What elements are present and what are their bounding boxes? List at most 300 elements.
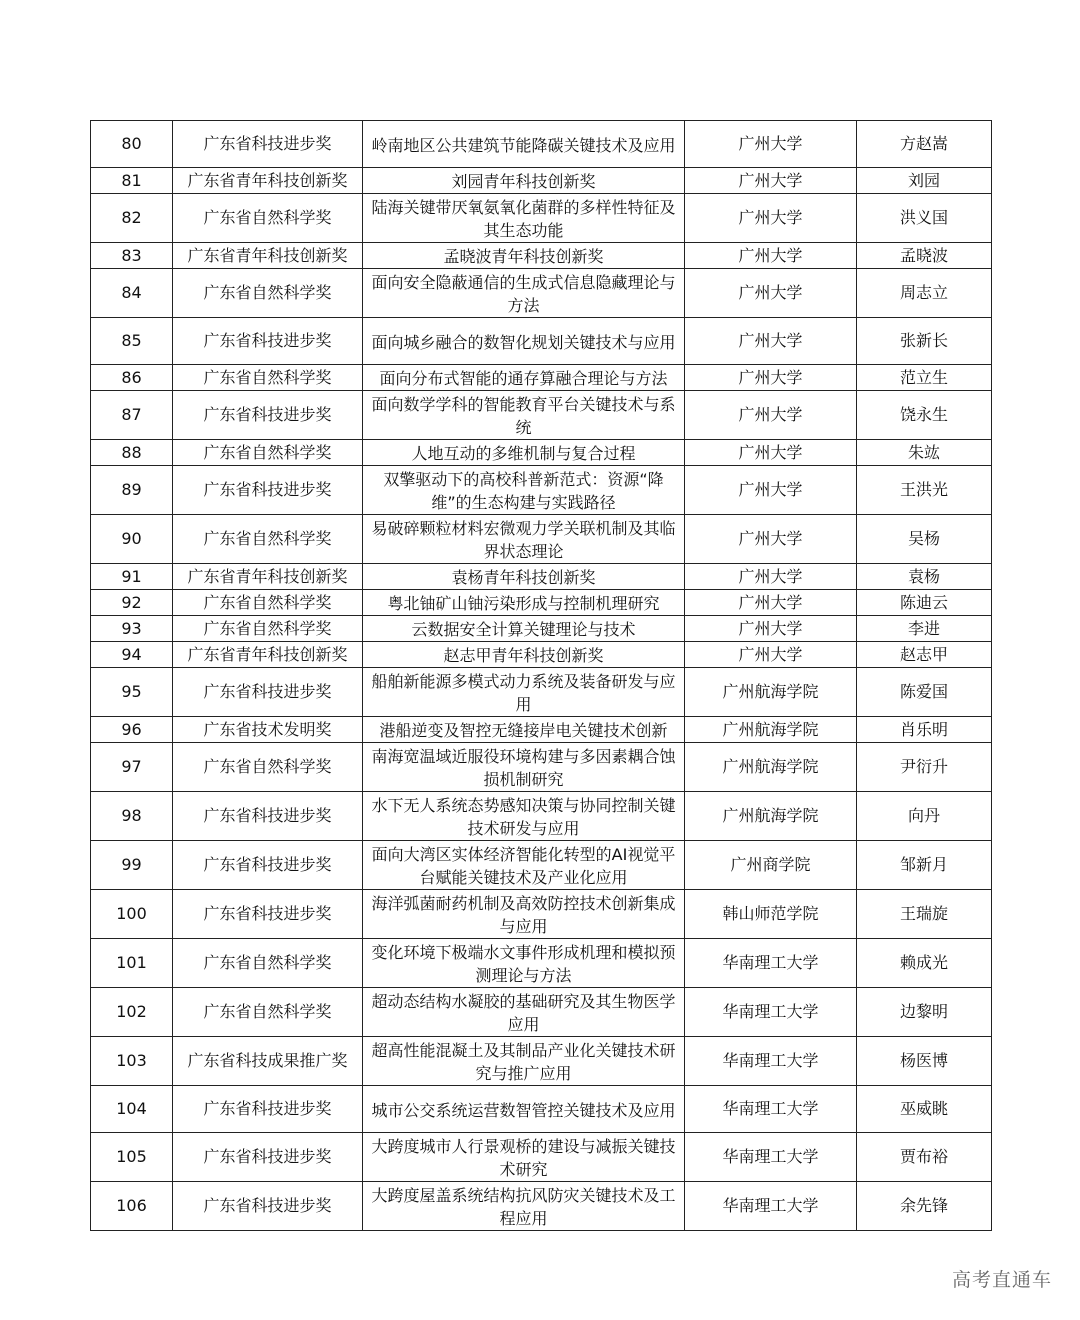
lead-person: 周志立 [899,283,948,302]
project-title-cell [363,590,685,616]
institution: 广州大学 [738,618,803,638]
table-row [91,642,992,668]
lead-person-cell [857,269,992,318]
project-title-cell [363,743,685,792]
lead-person-cell [857,717,992,743]
award-type-cell [173,743,363,792]
table-row [91,515,992,564]
table-row [91,743,992,792]
row-number-cell [91,642,173,668]
lead-person-cell [857,668,992,717]
institution-cell [685,890,857,939]
award-type-cell [173,440,363,466]
institution-cell [685,743,857,792]
table-row [91,1037,992,1086]
award-type: 广东省自然科学奖 [203,618,332,638]
project-title-cell [363,194,685,243]
award-type-cell [173,318,363,365]
project-title: 刘园青年科技创新奖 [451,172,596,191]
row-number-cell [91,564,173,590]
institution-cell [685,668,857,717]
award-type-cell [173,515,363,564]
institution-cell [685,616,857,642]
award-type-cell [173,1037,363,1086]
lead-person: 洪义国 [899,208,948,227]
row-number: 91 [121,566,142,586]
lead-person-cell [857,243,992,269]
lead-person: 余先锋 [899,1196,948,1215]
project-title-cell [363,939,685,988]
institution: 华南理工大学 [722,1196,819,1215]
row-number: 102 [116,1002,147,1021]
institution: 广州大学 [738,331,803,350]
project-title: 岭南地区公共建筑节能降碳关键技术及应用 [371,135,676,155]
row-number: 96 [121,719,142,739]
row-number: 98 [121,806,142,825]
project-title-cell [363,616,685,642]
project-title-cell [363,1133,685,1182]
row-number: 80 [121,134,142,153]
row-number: 88 [121,442,142,462]
row-number-cell [91,988,173,1037]
award-type-cell [173,1086,363,1133]
institution: 广州大学 [738,644,803,664]
project-title-cell [363,642,685,668]
institution-cell [685,841,857,890]
lead-person: 陈爱国 [899,682,948,701]
project-title: 变化环境下极端水文事件形成机理和模拟预测理论与方法 [371,943,676,985]
award-type: 广东省科技进步奖 [203,134,332,153]
award-type-cell [173,642,363,668]
award-type-cell [173,121,363,168]
institution: 广州大学 [738,170,803,190]
institution: 华南理工大学 [722,1051,819,1070]
institution: 华南理工大学 [722,953,819,972]
institution: 华南理工大学 [722,1147,819,1166]
award-type: 广东省自然科学奖 [203,953,332,972]
project-title: 袁杨青年科技创新奖 [451,568,596,587]
award-type: 广东省自然科学奖 [203,757,332,776]
institution: 广州航海学院 [722,682,819,701]
row-number: 105 [116,1147,147,1166]
table-row [91,792,992,841]
award-type-cell [173,792,363,841]
award-type: 广东省科技进步奖 [203,480,332,499]
table-row [91,988,992,1037]
institution: 韩山师范学院 [722,904,819,923]
project-title-cell [363,121,685,168]
lead-person-cell [857,1086,992,1133]
project-title: 面向城乡融合的数智化规划关键技术与应用 [371,332,676,352]
row-number-cell [91,194,173,243]
project-title-cell [363,717,685,743]
institution-cell [685,365,857,391]
award-type: 广东省科技成果推广奖 [187,1051,348,1070]
award-type: 广东省科技进步奖 [203,1196,332,1215]
row-number: 104 [116,1099,147,1118]
row-number-cell [91,841,173,890]
row-number: 101 [116,953,147,972]
row-number: 103 [116,1051,147,1070]
institution-cell [685,564,857,590]
project-title: 港船逆变及智控无缝接岸电关键技术创新 [379,721,668,740]
institution: 广州航海学院 [722,757,819,776]
award-type: 广东省自然科学奖 [203,367,332,387]
lead-person-cell [857,1182,992,1231]
project-title: 云数据安全计算关键理论与技术 [411,620,636,639]
award-type: 广东省科技进步奖 [203,1147,332,1166]
project-title: 面向大湾区实体经济智能化转型的AI视觉平台赋能关键技术及产业化应用 [371,845,676,887]
lead-person-cell [857,642,992,668]
award-type: 广东省自然科学奖 [203,529,332,548]
award-type-cell [173,616,363,642]
institution-cell [685,717,857,743]
lead-person: 袁杨 [907,566,940,586]
institution: 广州航海学院 [722,806,819,825]
project-title-cell [363,168,685,194]
project-title: 粤北铀矿山铀污染形成与控制机理研究 [387,594,660,613]
lead-person: 方赵嵩 [899,134,948,153]
lead-person: 赵志甲 [899,644,948,664]
table-row [91,616,992,642]
table-row [91,1133,992,1182]
award-type-cell [173,466,363,515]
institution-cell [685,391,857,440]
table-row [91,243,992,269]
project-title-cell [363,668,685,717]
lead-person: 向丹 [907,806,940,825]
institution-cell [685,318,857,365]
project-title: 大跨度屋盖系统结构抗风防灾关键技术及工程应用 [371,1186,676,1228]
award-type-cell [173,243,363,269]
lead-person: 饶永生 [899,405,948,424]
row-number: 97 [121,757,142,776]
table-row [91,890,992,939]
table-row [91,121,992,168]
lead-person: 王瑞旋 [899,904,948,923]
lead-person-cell [857,564,992,590]
row-number: 100 [116,904,147,923]
project-title-cell [363,792,685,841]
row-number-cell [91,1182,173,1231]
row-number: 93 [121,618,142,638]
institution-cell [685,1133,857,1182]
institution: 广州大学 [738,529,803,548]
institution: 广州大学 [738,405,803,424]
row-number-cell [91,1133,173,1182]
lead-person-cell [857,194,992,243]
award-type-cell [173,269,363,318]
project-title-cell [363,1086,685,1133]
lead-person: 李进 [907,618,940,638]
project-title: 面向分布式智能的通存算融合理论与方法 [379,369,668,388]
institution: 广州大学 [738,134,803,153]
table-row [91,168,992,194]
project-title-cell [363,515,685,564]
project-title: 城市公交系统运营数智管控关键技术及应用 [371,1100,676,1120]
institution: 广州大学 [738,367,803,387]
awards-table-body [91,121,992,1231]
project-title: 超动态结构水凝胶的基础研究及其生物医学应用 [371,992,676,1034]
institution-cell [685,243,857,269]
row-number-cell [91,668,173,717]
award-type: 广东省自然科学奖 [203,208,332,227]
institution-cell [685,194,857,243]
award-type: 广东省科技进步奖 [203,855,332,874]
row-number-cell [91,269,173,318]
table-row [91,939,992,988]
row-number-cell [91,743,173,792]
row-number-cell [91,121,173,168]
project-title: 双擎驱动下的高校科普新范式：资源“降维”的生态构建与实践路径 [383,470,664,512]
row-number-cell [91,243,173,269]
award-type-cell [173,1133,363,1182]
project-title-cell [363,365,685,391]
table-row [91,440,992,466]
row-number-cell [91,616,173,642]
lead-person-cell [857,841,992,890]
lead-person-cell [857,939,992,988]
lead-person-cell [857,391,992,440]
lead-person-cell [857,792,992,841]
award-type: 广东省科技进步奖 [203,331,332,350]
project-title-cell [363,243,685,269]
lead-person: 巫威眺 [899,1099,948,1118]
project-title-cell [363,391,685,440]
table-row [91,391,992,440]
project-title: 人地互动的多维机制与复合过程 [411,444,636,463]
lead-person-cell [857,616,992,642]
row-number-cell [91,318,173,365]
award-type: 广东省青年科技创新奖 [187,170,348,190]
award-type: 广东省自然科学奖 [203,283,332,302]
row-number-cell [91,1037,173,1086]
institution: 广州大学 [738,283,803,302]
row-number: 106 [116,1196,147,1215]
institution-cell [685,121,857,168]
project-title: 面向数学学科的智能教育平台关键技术与系统 [371,395,676,437]
row-number-cell [91,515,173,564]
row-number-cell [91,792,173,841]
lead-person-cell [857,515,992,564]
project-title: 面向安全隐蔽通信的生成式信息隐藏理论与方法 [371,273,676,315]
table-row [91,717,992,743]
institution-cell [685,168,857,194]
institution: 广州大学 [738,208,803,227]
row-number: 86 [121,367,142,387]
awards-table [90,120,992,1231]
award-type-cell [173,168,363,194]
project-title-cell [363,466,685,515]
lead-person-cell [857,890,992,939]
project-title-cell [363,890,685,939]
project-title: 孟晓波青年科技创新奖 [443,247,604,266]
project-title: 赵志甲青年科技创新奖 [443,646,604,665]
institution: 广州商学院 [730,855,811,874]
project-title-cell [363,440,685,466]
institution-cell [685,1086,857,1133]
institution: 广州大学 [738,442,803,462]
institution-cell [685,988,857,1037]
award-type: 广东省青年科技创新奖 [187,245,348,265]
award-type: 广东省科技进步奖 [203,806,332,825]
institution: 华南理工大学 [722,1002,819,1021]
institution-cell [685,939,857,988]
award-type: 广东省科技进步奖 [203,405,332,424]
lead-person-cell [857,466,992,515]
row-number: 87 [121,405,142,424]
lead-person-cell [857,168,992,194]
lead-person: 孟晓波 [899,245,948,265]
lead-person: 边黎明 [899,1002,948,1021]
project-title: 大跨度城市人行景观桥的建设与减振关键技术研究 [371,1137,676,1179]
institution-cell [685,269,857,318]
institution-cell [685,642,857,668]
row-number-cell [91,365,173,391]
watermark: 高考直通车 [951,1269,1052,1291]
project-title-cell [363,1182,685,1231]
lead-person: 赖成光 [899,953,948,972]
project-title: 陆海关键带厌氧氨氧化菌群的多样性特征及其生态功能 [371,198,676,240]
lead-person-cell [857,318,992,365]
row-number: 90 [121,529,142,548]
table-row [91,841,992,890]
row-number-cell [91,391,173,440]
table-row [91,1182,992,1231]
row-number: 92 [121,592,142,612]
table-row [91,365,992,391]
award-type: 广东省青年科技创新奖 [187,566,348,586]
institution: 广州航海学院 [722,719,819,739]
award-type-cell [173,365,363,391]
row-number: 83 [121,245,142,265]
row-number-cell [91,890,173,939]
lead-person-cell [857,590,992,616]
institution-cell [685,1037,857,1086]
lead-person-cell [857,743,992,792]
award-type: 广东省自然科学奖 [203,1002,332,1021]
project-title-cell [363,269,685,318]
lead-person: 贾布裕 [899,1147,948,1166]
table-row [91,564,992,590]
award-type-cell [173,391,363,440]
row-number-cell [91,717,173,743]
row-number: 82 [121,208,142,227]
project-title: 船舶新能源多模式动力系统及装备研发与应用 [371,672,676,714]
project-title: 超高性能混凝土及其制品产业化关键技术研究与推广应用 [371,1041,676,1083]
award-type: 广东省科技进步奖 [203,682,332,701]
institution-cell [685,792,857,841]
row-number: 94 [121,644,142,664]
project-title-cell [363,841,685,890]
row-number: 95 [121,682,142,701]
lead-person: 陈迪云 [899,592,948,612]
row-number-cell [91,440,173,466]
award-type-cell [173,841,363,890]
project-title: 南海宽温域近服役环境构建与多因素耦合蚀损机制研究 [371,747,676,789]
institution-cell [685,590,857,616]
project-title-cell [363,318,685,365]
institution: 广州大学 [738,592,803,612]
lead-person: 张新长 [899,331,948,350]
lead-person: 尹衍升 [899,757,948,776]
lead-person: 邹新月 [899,855,948,874]
award-type-cell [173,939,363,988]
institution-cell [685,1182,857,1231]
project-title: 水下无人系统态势感知决策与协同控制关键技术研发与应用 [371,796,676,838]
lead-person: 吴杨 [907,529,940,548]
table-row [91,194,992,243]
table-row [91,318,992,365]
institution: 华南理工大学 [722,1099,819,1118]
award-type-cell [173,194,363,243]
row-number: 99 [121,855,142,874]
lead-person: 肖乐明 [899,719,948,739]
institution: 广州大学 [738,245,803,265]
award-type: 广东省自然科学奖 [203,592,332,612]
institution: 广州大学 [738,480,803,499]
row-number-cell [91,590,173,616]
institution-cell [685,440,857,466]
table-row [91,590,992,616]
row-number-cell [91,168,173,194]
row-number-cell [91,1086,173,1133]
project-title-cell [363,988,685,1037]
project-title: 易破碎颗粒材料宏微观力学关联机制及其临界状态理论 [371,519,676,561]
lead-person-cell [857,988,992,1037]
row-number-cell [91,466,173,515]
row-number: 81 [121,170,142,190]
award-type-cell [173,890,363,939]
table-row [91,668,992,717]
award-type: 广东省技术发明奖 [203,719,332,739]
award-type-cell [173,564,363,590]
row-number: 85 [121,331,142,350]
row-number: 89 [121,480,142,499]
lead-person: 王洪光 [899,480,948,499]
project-title-cell [363,1037,685,1086]
lead-person-cell [857,121,992,168]
lead-person-cell [857,1037,992,1086]
lead-person: 朱竑 [907,442,940,462]
project-title-cell [363,564,685,590]
award-type: 广东省科技进步奖 [203,1099,332,1118]
award-type-cell [173,717,363,743]
institution: 广州大学 [738,566,803,586]
lead-person-cell [857,1133,992,1182]
award-type-cell [173,668,363,717]
table-row [91,1086,992,1133]
institution-cell [685,515,857,564]
table-row [91,269,992,318]
lead-person: 杨医博 [899,1051,948,1070]
institution-cell [685,466,857,515]
award-type-cell [173,988,363,1037]
project-title: 海洋弧菌耐药机制及高效防控技术创新集成与应用 [371,894,676,936]
lead-person: 刘园 [907,170,940,190]
award-type: 广东省科技进步奖 [203,904,332,923]
lead-person: 范立生 [899,367,948,387]
table-row [91,466,992,515]
award-type: 广东省青年科技创新奖 [187,644,348,664]
row-number-cell [91,939,173,988]
lead-person-cell [857,365,992,391]
lead-person-cell [857,440,992,466]
award-type-cell [173,590,363,616]
row-number: 84 [121,283,142,302]
award-type: 广东省自然科学奖 [203,442,332,462]
award-type-cell [173,1182,363,1231]
